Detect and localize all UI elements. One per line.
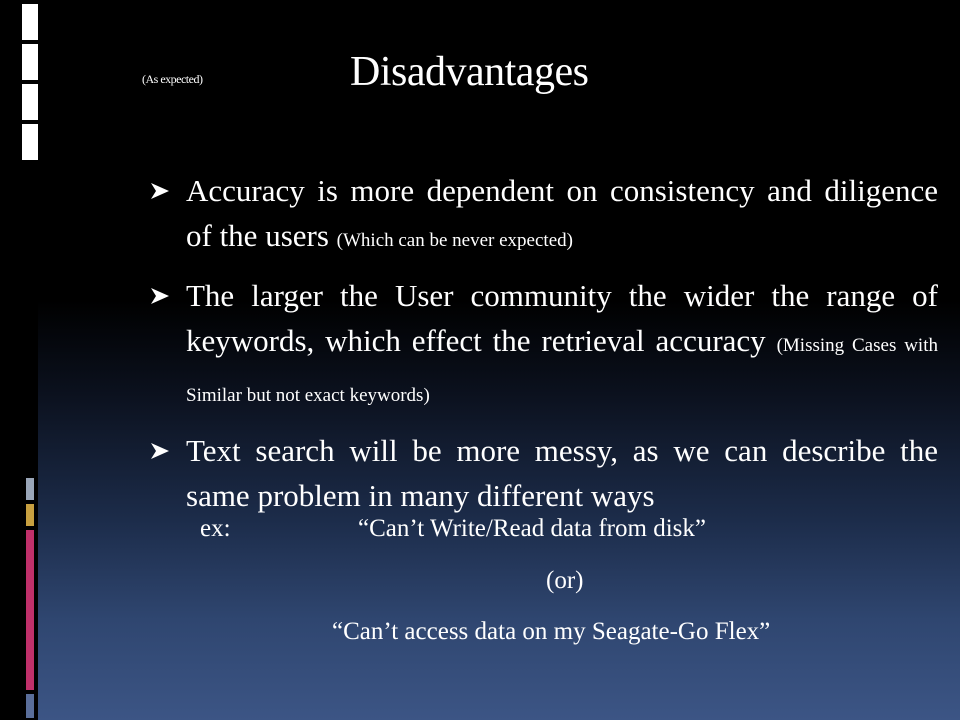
accent-bar	[26, 478, 34, 500]
bullet-note: (Which can be never expected)	[336, 230, 573, 251]
bullet-list	[148, 168, 938, 528]
slide	[38, 0, 960, 720]
decorative-tile	[22, 44, 38, 80]
accent-bar	[26, 504, 34, 526]
decorative-tile	[22, 84, 38, 120]
bullet-note: (Missing Cases with Similar but not exact keywords)	[186, 335, 938, 406]
decorative-tiles	[22, 4, 38, 164]
example-line-1: “Can’t Write/Read data from disk”	[358, 515, 706, 542]
bullet-text: Accuracy is more dependent on consistency and diligence of the users	[186, 173, 938, 253]
accent-bar	[26, 694, 34, 718]
slide-title: Disadvantages	[350, 49, 589, 95]
title-note: (As expected)	[142, 72, 203, 86]
title-row	[106, 44, 946, 104]
decorative-tile	[22, 4, 38, 40]
example-separator: (or)	[546, 567, 584, 594]
bullet-item	[148, 273, 938, 418]
decorative-accent-bars	[26, 478, 38, 718]
bullet-item	[148, 168, 938, 263]
decorative-tile	[22, 124, 38, 160]
example-line-2: “Can’t access data on my Seagate-Go Flex”	[332, 618, 771, 645]
arrow-bullet-icon	[150, 442, 170, 460]
bullet-text: The larger the User community the wider the range of keywords, which effect the retrieval accuracy	[186, 278, 938, 358]
accent-bar	[26, 530, 34, 690]
bullet-text: Text search will be more messy, as we can describe the same problem in many different ways	[186, 433, 938, 513]
example-prefix: ex:	[200, 515, 231, 542]
arrow-bullet-icon	[150, 182, 170, 200]
bullet-item	[148, 428, 938, 518]
arrow-bullet-icon	[150, 287, 170, 305]
